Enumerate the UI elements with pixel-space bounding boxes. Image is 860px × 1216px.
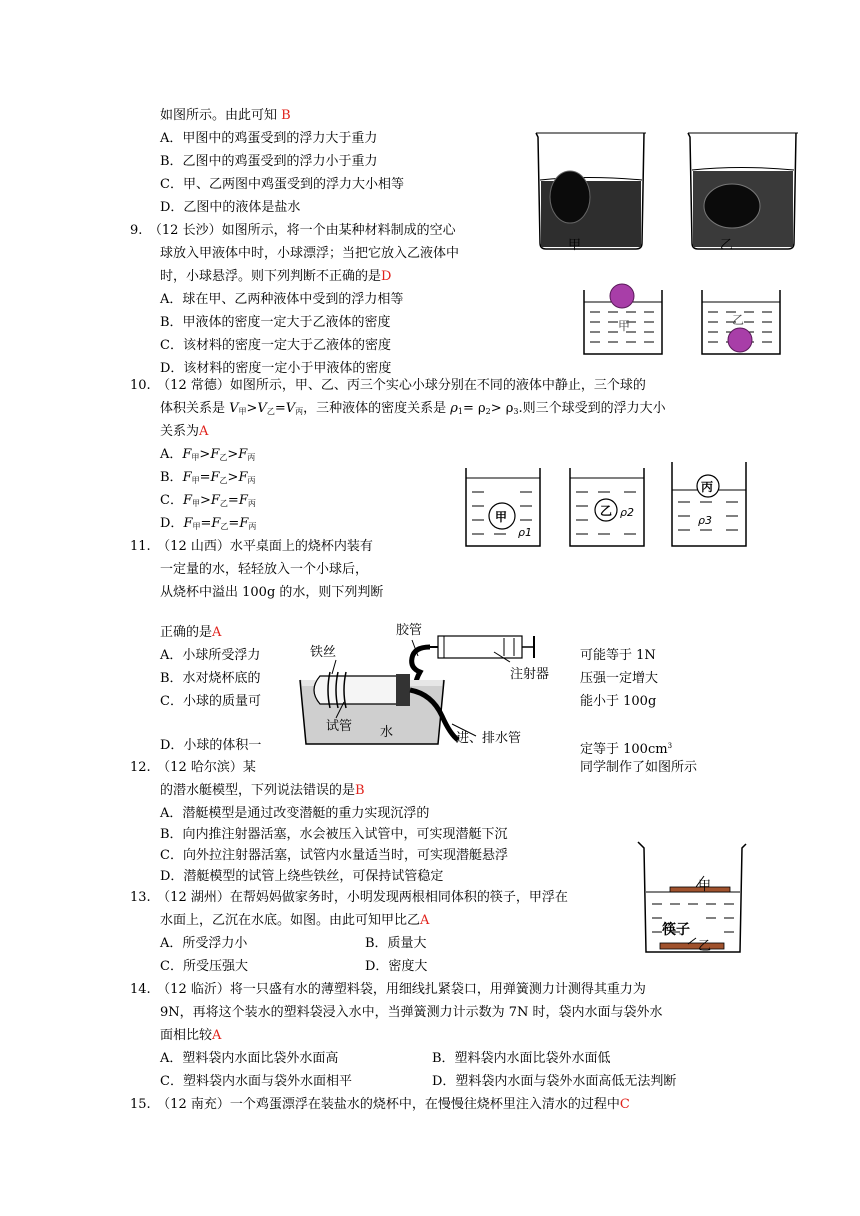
q14-line2: 9N，再将这个装水的塑料袋浸入水中，当弹簧测力计示数为 7N 时，袋内水面与袋外水 <box>160 1005 663 1020</box>
q8-answer: B <box>281 108 291 123</box>
svg-text:甲: 甲 <box>495 510 508 524</box>
q10-option-c: C．$F_甲>F_乙=F_丙$ <box>160 493 256 508</box>
q9-option-d: D．该材料的密度一定小于甲液体的密度 <box>160 361 392 376</box>
q13-answer: A <box>420 913 430 928</box>
q11-option-d-right: 定等于 $100cm^3$ <box>580 742 673 757</box>
q11-option-a-left: A．小球所受浮力 <box>160 648 261 663</box>
q9-ball-containers-figure <box>582 280 782 360</box>
q10-option-d: D．$F_甲=F_乙=F_丙$ <box>160 516 257 531</box>
q8-stem: 如图所示。由此可知 B <box>160 108 291 123</box>
q14-option-a: A．塑料袋内水面比袋外水面高 <box>160 1051 339 1066</box>
svg-text:水: 水 <box>380 725 394 740</box>
q11-line4: 正确的是A <box>160 625 222 640</box>
q8-option-a: A．甲图中的鸡蛋受到的浮力大于重力 <box>160 131 378 146</box>
q13-option-a: A．所受浮力小 <box>160 936 248 951</box>
q12-submarine-model-figure <box>292 616 552 756</box>
q14-answer: A <box>212 1028 222 1043</box>
q12-line2: 的潜水艇模型，下列说法错误的是B <box>160 783 365 798</box>
q10-line3: 关系为A <box>160 424 209 439</box>
svg-text:试管: 试管 <box>326 719 353 734</box>
q8-fig-label-jia: 甲 <box>568 238 582 253</box>
q12-option-a: A．潜艇模型是通过改变潜艇的重力实现沉浮的 <box>160 806 430 821</box>
q10-line1: 10. （12 常德）如图所示，甲、乙、丙三个实心小球分别在不同的液体中静止，三个球的 <box>130 378 646 393</box>
q11-line3: 从烧杯中溢出 100g 的水，则下列判断 <box>160 585 384 600</box>
q9-line2: 球放入甲液体中时，小球漂浮；当把它放入乙液体中 <box>160 246 460 261</box>
q12-line1-right: 同学制作了如图所示 <box>580 760 698 775</box>
svg-text:铁丝: 铁丝 <box>310 645 337 660</box>
q11-option-a-right: 可能等于 1N <box>580 648 656 663</box>
q9-option-c: C．该材料的密度一定大于乙液体的密度 <box>160 338 391 353</box>
q12-option-b: B．向内推注射器活塞，水会被压入试管中，可实现潜艇下沉 <box>160 827 508 842</box>
svg-text:ρ2: ρ2 <box>620 506 634 519</box>
q11-answer: A <box>212 625 222 640</box>
q8-fig-label-yi: 乙 <box>720 238 734 253</box>
beaker-jia <box>536 133 646 249</box>
q12-line1-left: 12. （12 哈尔滨）某 <box>130 760 256 775</box>
q14-option-d: D．塑料袋内水面与袋外水面高低无法判断 <box>432 1074 677 1089</box>
q9-answer: D <box>381 269 392 284</box>
q10-option-a: A．$F_甲>F_乙>F_丙$ <box>160 447 256 462</box>
svg-text:乙: 乙 <box>600 504 613 518</box>
q10-answer: A <box>199 424 209 439</box>
svg-text:丙: 丙 <box>701 480 714 494</box>
svg-text:ρ1: ρ1 <box>518 526 532 539</box>
q10-line2: 体积关系是 $V_甲>V_乙=V_丙$，三种液体的密度关系是 $\rho_1= \rho_2> \rho_3$.则三个球受到的浮力大小 <box>160 401 666 416</box>
q8-option-b: B．乙图中的鸡蛋受到的浮力小于重力 <box>160 154 378 169</box>
container-1 <box>466 468 540 546</box>
q9-option-b: B．甲液体的密度一定大于乙液体的密度 <box>160 315 391 330</box>
svg-text:进、排水管: 进、排水管 <box>456 731 522 746</box>
svg-text:甲: 甲 <box>698 879 712 894</box>
q11-option-b-right: 压强一定增大 <box>580 671 659 686</box>
test-tube <box>314 672 410 708</box>
q8-option-d: D．乙图中的液体是盐水 <box>160 200 301 215</box>
q8-option-c: C．甲、乙两图中鸡蛋受到的浮力大小相等 <box>160 177 404 192</box>
q11-option-d-left: D．小球的体积一 <box>160 738 262 753</box>
svg-text:乙: 乙 <box>698 939 712 954</box>
q13-line2: 水面上，乙沉在水底。如图。由此可知甲比乙A <box>160 913 430 928</box>
q15-line1: 15. （12 南充）一个鸡蛋漂浮在装盐水的烧杯中，在慢慢往烧杯里注入清水的过程中C <box>130 1097 630 1112</box>
q12-answer: B <box>355 783 365 798</box>
q9-line1: 9. （12 长沙）如图所示，将一个由某种材料制成的空心 <box>130 223 456 238</box>
q13-option-c: C．所受压强大 <box>160 959 248 974</box>
container-jia <box>584 284 662 354</box>
svg-text:乙: 乙 <box>732 313 745 327</box>
beaker-yi <box>688 133 798 249</box>
svg-text:注射器: 注射器 <box>510 667 550 682</box>
syringe <box>430 636 534 658</box>
q15-answer: C <box>619 1097 630 1112</box>
container-3 <box>672 462 746 546</box>
container-yi <box>702 290 780 354</box>
q12-option-c: C．向外拉注射器活塞，试管内水量适当时，可实现潜艇悬浮 <box>160 848 508 863</box>
q13-option-b: B．质量大 <box>365 936 427 951</box>
q14-option-b: B．塑料袋内水面比袋外水面低 <box>432 1051 611 1066</box>
q13-option-d: D．密度大 <box>365 959 428 974</box>
container-2 <box>570 468 644 546</box>
svg-text:ρ3: ρ3 <box>698 514 712 527</box>
svg-text:筷子: 筷子 <box>662 922 690 938</box>
q13-chopsticks-figure <box>636 840 756 960</box>
q10-option-b: B．$F_甲=F_乙>F_丙$ <box>160 470 256 485</box>
q14-line1: 14. （12 临沂）将一只盛有水的薄塑料袋，用细线扎紧袋口，用弹簧测力计测得其重力为 <box>130 982 646 997</box>
q8-egg-beakers-figure <box>528 125 788 255</box>
q11-line1: 11. （12 山西）水平桌面上的烧杯内装有 <box>130 539 373 554</box>
q11-option-c-left: C．小球的质量可 <box>160 694 261 709</box>
q9-option-a: A．球在甲、乙两种液体中受到的浮力相等 <box>160 292 404 307</box>
svg-text:甲: 甲 <box>618 319 631 333</box>
q10-three-containers-figure <box>464 462 744 552</box>
q9-line3: 时，小球悬浮。则下列判断不正确的是D <box>160 269 392 284</box>
q14-line3: 面相比较A <box>160 1028 222 1043</box>
q12-option-d: D．潜艇模型的试管上绕些铁丝，可保持试管稳定 <box>160 869 444 884</box>
q11-option-c-right: 能小于 100g <box>580 694 657 709</box>
q11-line2: 一定量的水，轻轻放入一个小球后， <box>160 562 369 577</box>
svg-text:胶管: 胶管 <box>396 623 423 638</box>
q14-option-c: C．塑料袋内水面与袋外水面相平 <box>160 1074 352 1089</box>
q11-option-b-left: B．水对烧杯底的 <box>160 671 261 686</box>
q13-line1: 13. （12 湖州）在帮妈妈做家务时，小明发现两根相同体积的筷子，甲浮在 <box>130 890 568 905</box>
